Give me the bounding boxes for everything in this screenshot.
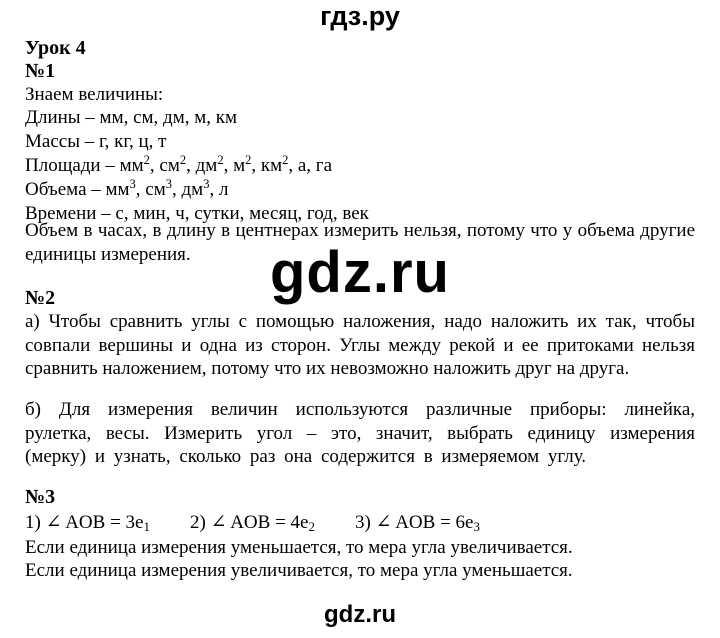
task2-part-b: б) Для измерения величин используются различные приборы: линейка, рулетка, весы. Измерить угол – это, значит, выбрать единицу измерения (мерку) и узнать, сколько раз она содержится в измеряемом углу. <box>25 399 695 467</box>
task2-number: №2 <box>25 287 56 309</box>
task1-intro: Знаем величины: <box>25 84 164 105</box>
footer-logo: gdz.ru <box>324 601 396 628</box>
unit-line-mass: Массы – г, кг, ц, т <box>25 131 167 152</box>
unit-line-area: Площади – $мм^2$, $см^2$, $дм^2$, $м^2$, $км^2$, а, га <box>25 153 333 176</box>
task2-part-a: а) Чтобы сравнить углы с помощью наложения, надо наложить их так, чтобы совпали вершины и одна из сторон. Углы между рекой и ее притоками нельзя сравнить наложением, потому что их невозможно наложить друг на друга. <box>25 311 695 379</box>
site-logo: гдз.ру <box>320 1 400 31</box>
task3-number: №3 <box>25 486 56 508</box>
equation-3: 3) ∠ AOB = $6e_3$ <box>355 512 480 534</box>
unit-line-volume: Объема – $мм^3$, $см^3$, $дм^3$, л <box>25 177 229 200</box>
unit-line-time: Времени – с, мин, ч, сутки, месяц, год, век <box>25 203 369 224</box>
equation-2: 2) ∠ AOB = $4e_2$ <box>190 512 315 534</box>
task3-note-2: Если единица измерения увеличивается, то мера угла уменьшается. <box>25 560 573 581</box>
unit-line-length: Длины – мм, см, дм, м, км <box>25 107 238 128</box>
watermark-logo: gdz.ru <box>270 240 450 305</box>
task1-number: №1 <box>25 60 56 82</box>
task3-note-1: Если единица измерения уменьшается, то мера угла увеличивается. <box>25 537 573 558</box>
task3-equations <box>25 511 695 535</box>
equation-1: 1) ∠ AOB = $3e_1$ <box>25 512 150 534</box>
lesson-title: Урок 4 <box>25 37 86 59</box>
task1-conclusion: Объем в часах, в длину в центнерах измерить нельзя, потому что у объема другие единицы измерения. <box>25 220 695 265</box>
